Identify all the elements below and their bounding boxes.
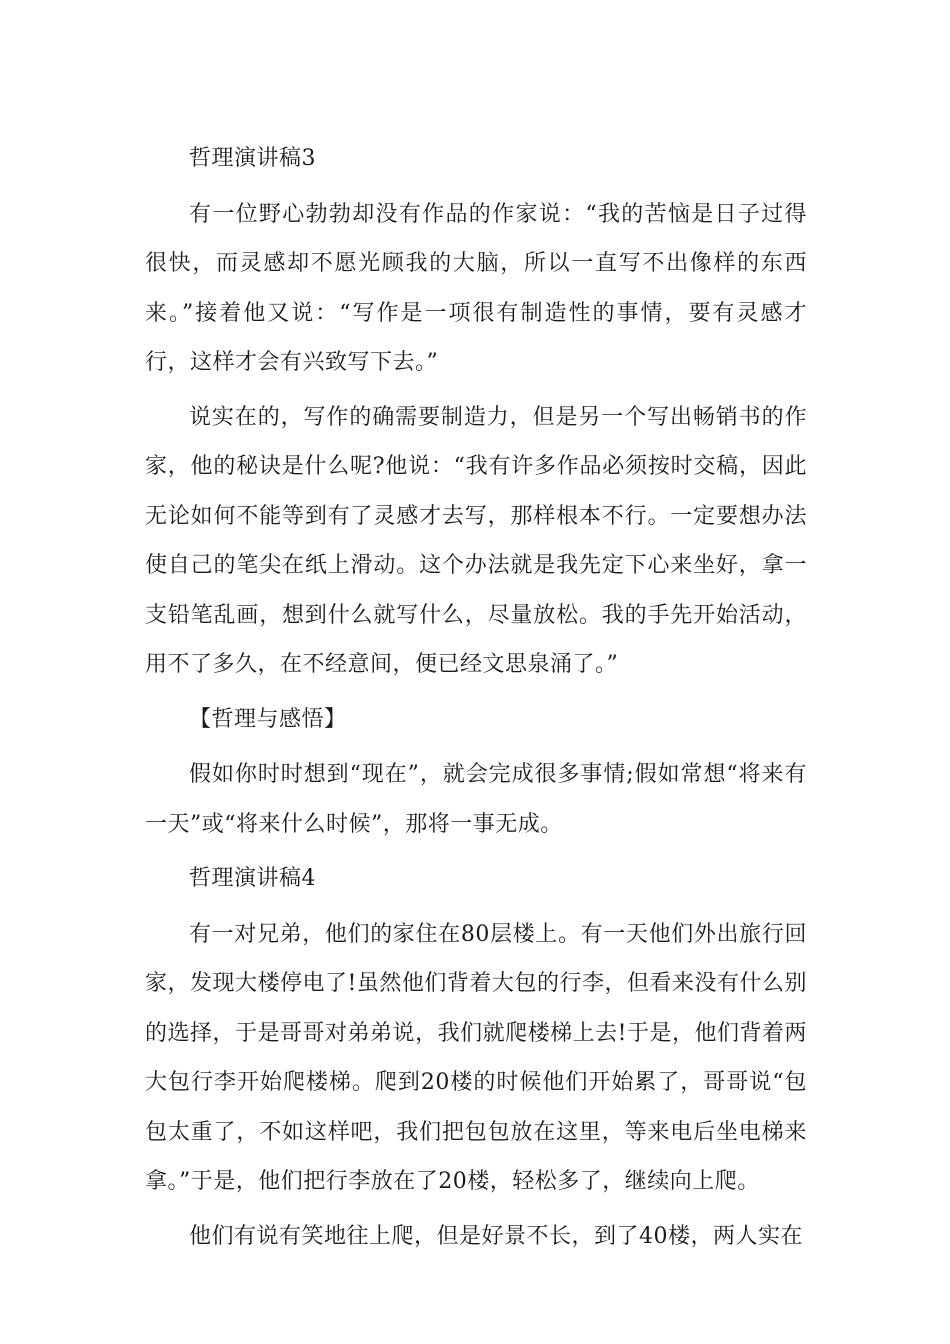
section-heading-4: 哲理演讲稿4 — [189, 866, 316, 891]
body-paragraph: 假如你时时想到“现在”，就会完成很多事情;假如常想“将来有一天”或“将来什么时候”，那将一事无成。 — [145, 762, 807, 837]
section-heading-3: 哲理演讲稿3 — [189, 146, 316, 171]
body-paragraph: 有一位野心勃勃却没有作品的作家说：“我的苦恼是日子过得很快，而灵感却不愿光顾我的大脑，所以一直写不出像样的东西来。”接着他又说：“写作是一项很有制造性的事情，要有灵感才行，这样才会有兴致写下去。” — [145, 201, 807, 375]
reflection-heading: 【哲理与感悟】 — [189, 706, 347, 732]
body-paragraph: 有一对兄弟，他们的家住在80层楼上。有一天他们外出旅行回家，发现大楼停电了!虽然他们背着大包的行李，但看来没有什么别的选择，于是哥哥对弟弟说，我们就爬楼梯上去!于是，他们背着两大包行李开始爬楼梯。爬到20楼的时候他们开始累了，哥哥说“包包太重了，不如这样吧，我们把包包放在这里，等来电后坐电梯来拿。”于是，他们把行李放在了20楼，轻松多了，继续向上爬。 — [145, 921, 807, 1194]
body-paragraph: 他们有说有笑地往上爬，但是好景不长，到了40楼，两人实在 — [189, 1223, 803, 1249]
document-page — [145, 134, 807, 1266]
body-paragraph: 说实在的，写作的确需要制造力，但是另一个写出畅销书的作家，他的秘诀是什么呢?他说：“我有许多作品必须按时交稿，因此无论如何不能等到有了灵感才去写，那样根本不行。一定要想办法使自己的笔尖在纸上滑动。这个办法就是我先定下心来坐好，拿一支铅笔乱画，想到什么就写什么，尽量放松。我的手先开始活动，用不了多久，在不经意间，便已经文思泉涌了。” — [145, 404, 807, 677]
